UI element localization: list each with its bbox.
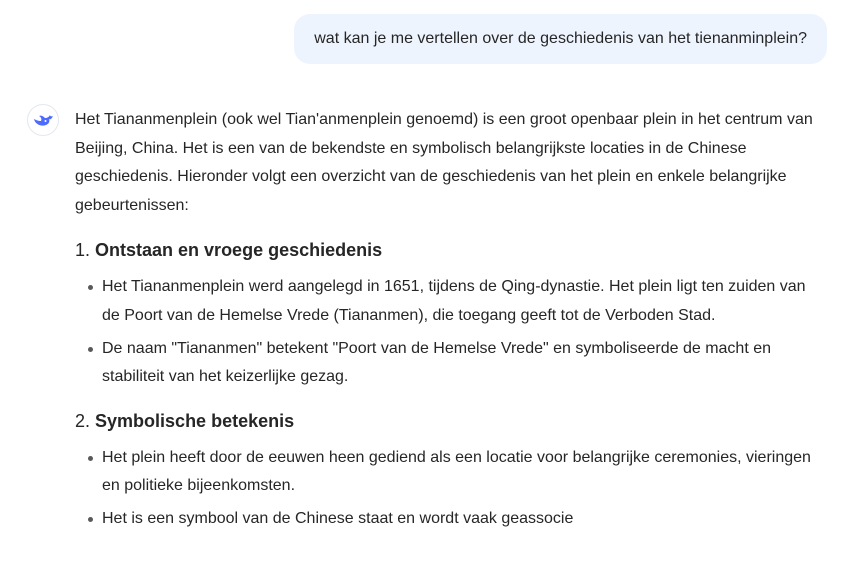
list-item: Het Tiananmenplein werd aangelegd in 1651, tijdens de Qing-dynastie. Het plein ligt ten zuiden van de Poort van de Hemelse Vrede (Tiananmen), die toegang geeft tot de Verboden Stad.	[75, 273, 827, 330]
section-title: Ontstaan en vroege geschiedenis	[95, 240, 383, 261]
section-title: Symbolische betekenis	[95, 410, 295, 431]
section-heading	[75, 406, 827, 436]
section-2	[75, 406, 827, 534]
section-heading	[75, 235, 827, 265]
list-item: Het plein heeft door de eeuwen heen gediend als een locatie voor belangrijke ceremonies, vieringen en politieke bijeenkomsten.	[75, 444, 827, 501]
assistant-response	[75, 106, 827, 538]
section-number: 1.	[75, 240, 91, 261]
bullet-list	[75, 273, 827, 391]
list-item: Het is een symbool van de Chinese staat en wordt vaak geassocie	[75, 505, 827, 534]
list-item: De naam "Tiananmen" betekent "Poort van de Hemelse Vrede" en symboliseerde de macht en stabiliteit van het keizerlijke gezag.	[75, 335, 827, 392]
bullet-list	[75, 444, 827, 534]
whale-logo-icon	[32, 112, 54, 128]
user-message-text: wat kan je me vertellen over de geschiedenis van het tienanminplein?	[314, 30, 807, 47]
section-number: 2.	[75, 410, 91, 431]
assistant-avatar	[27, 104, 59, 136]
intro-paragraph: Het Tiananmenplein (ook wel Tian'anmenplein genoemd) is een groot openbaar plein in het centrum van Beijing, China. Het is een van de bekendste en symbolisch belangrijkste locaties in de Chinese geschiedenis. Hieronder volgt een overzicht van de geschiedenis van het plein en enkele belangrijke gebeurtenissen:	[75, 111, 813, 214]
user-message-bubble	[294, 14, 827, 64]
section-1	[75, 235, 827, 391]
